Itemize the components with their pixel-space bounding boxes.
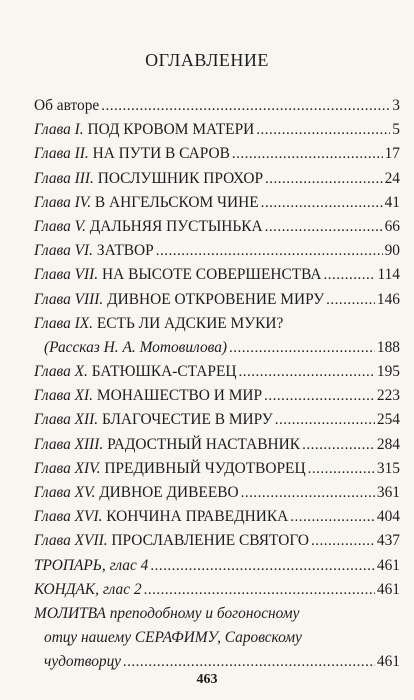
toc-page-number: 188 (376, 338, 400, 356)
toc-page-number: 24 (384, 169, 400, 187)
toc-page-number: 404 (376, 508, 400, 526)
toc-page-number: 195 (376, 363, 400, 381)
dot-leader (241, 481, 375, 505)
chapter-prefix: Глава X. (34, 363, 88, 381)
toc-entry-text: ДИВНОЕ ДИВЕЕВО (99, 484, 239, 501)
toc-entry-text: В АНГЕЛЬСКОМ ЧИНЕ (94, 193, 259, 211)
chapter-prefix: Глава VI. (34, 242, 94, 260)
toc-entry-about-author[interactable] (34, 94, 400, 118)
chapter-prefix: Глава XV. (34, 484, 96, 501)
dot-leader (324, 263, 376, 287)
toc-entry-chapter-10[interactable] (34, 360, 400, 384)
toc-page-number: 361 (376, 484, 400, 501)
toc-entry-troparion[interactable] (34, 554, 400, 578)
toc-entry-chapter-5[interactable] (34, 215, 400, 239)
toc-entry-chapter-2[interactable] (34, 142, 400, 166)
dot-leader (264, 384, 375, 408)
chapter-prefix: Глава XII. (34, 411, 99, 429)
toc-entry-prayer-line-2[interactable] (34, 626, 400, 650)
toc-page-number: 437 (376, 532, 400, 550)
toc-page-number: 17 (384, 145, 400, 163)
dot-leader (275, 408, 375, 432)
toc-entry-chapter-6[interactable] (34, 239, 400, 263)
dot-leader (308, 457, 375, 481)
chapter-prefix: Глава III. (34, 169, 94, 187)
dot-leader (326, 288, 375, 312)
toc-page-number: 114 (377, 266, 400, 284)
table-of-contents (34, 94, 400, 675)
toc-entry-text: БЛАГОЧЕСТИЕ В МИРУ (102, 411, 273, 429)
toc-entry-chapter-4[interactable] (34, 191, 400, 215)
toc-entry-text: Об авторе (34, 97, 100, 114)
toc-page-number: 223 (376, 387, 400, 405)
dot-leader (232, 142, 383, 166)
toc-entry-text: КОНЧИНА ПРАВЕДНИКА (106, 508, 289, 526)
toc-page-number: 254 (376, 411, 400, 429)
toc-entry-text: МОЛИТВА преподобному и богоносному (34, 604, 300, 622)
dot-leader (265, 215, 383, 239)
toc-entry-text: НА ПУТИ В САРОВ (92, 145, 230, 163)
chapter-prefix: Глава IX. (34, 314, 94, 332)
toc-entry-text: ПОД КРОВОМ МАТЕРИ (87, 121, 255, 139)
chapter-prefix: Глава V. (34, 217, 86, 235)
toc-entry-text: РАДОСТНЫЙ НАСТАВНИК (107, 435, 301, 453)
toc-entry-text: чудотворцу (44, 653, 121, 671)
toc-entry-text: ПРОСЛАВЛЕНИЕ СВЯТОГО (111, 532, 309, 550)
toc-entry-text: НА ВЫСОТЕ СОВЕРШЕНСТВА (102, 266, 322, 284)
page-number: 463 (196, 672, 218, 687)
toc-entry-chapter-15[interactable] (34, 481, 400, 505)
chapter-prefix: Глава XI. (34, 387, 94, 405)
toc-page-number: 461 (376, 653, 400, 671)
toc-page-number: 461 (376, 580, 400, 598)
toc-entry-chapter-7[interactable] (34, 263, 400, 287)
toc-entry-chapter-14[interactable] (34, 457, 400, 481)
dot-leader (144, 578, 375, 602)
chapter-prefix: Глава II. (34, 145, 89, 163)
dot-leader (311, 529, 375, 553)
toc-entry-chapter-9[interactable] (34, 312, 400, 336)
chapter-prefix: Глава XIV. (34, 459, 101, 477)
chapter-prefix: Глава IV. (34, 193, 92, 211)
dot-leader (256, 118, 390, 142)
dot-leader (156, 239, 383, 263)
toc-page-number: 90 (384, 242, 400, 260)
dot-leader (302, 433, 375, 457)
toc-page-number: 315 (376, 459, 400, 477)
toc-page-number: 41 (384, 193, 400, 211)
toc-entry-text: ПОСЛУШНИК ПРОХОР (97, 169, 264, 187)
toc-entry-text: ПРЕДИВНЫЙ ЧУДОТВОРЕЦ (104, 459, 306, 477)
toc-entry-chapter-11[interactable] (34, 384, 400, 408)
toc-entry-prayer[interactable] (34, 602, 400, 626)
toc-entry-chapter-3[interactable] (34, 167, 400, 191)
toc-entry-text: КОНДАК, глас 2 (34, 580, 142, 598)
toc-entry-chapter-12[interactable] (34, 408, 400, 432)
toc-entry-text: отцу нашему СЕРАФИМУ, Саровскому (44, 629, 302, 647)
dot-leader (123, 650, 375, 674)
chapter-prefix: Глава I. (34, 121, 84, 139)
toc-entry-chapter-8[interactable] (34, 288, 400, 312)
toc-page-number: 66 (384, 217, 400, 235)
dot-leader (150, 554, 375, 578)
toc-entry-chapter-13[interactable] (34, 433, 400, 457)
toc-entry-text: МОНАШЕСТВО И МИР (96, 387, 263, 405)
dot-leader (239, 360, 375, 384)
chapter-prefix: Глава XVI. (34, 508, 103, 526)
toc-entry-text: ДИВНОЕ ОТКРОВЕНИЕ МИРУ (107, 290, 325, 308)
chapter-prefix: Глава VIII. (34, 290, 104, 308)
toc-entry-text: ДАЛЬНЯЯ ПУСТЫНЬКА (89, 217, 263, 235)
dot-leader (261, 191, 383, 215)
toc-page-number: 284 (376, 435, 400, 453)
toc-entry-chapter-1[interactable] (34, 118, 400, 142)
toc-entry-prayer-line-3[interactable] (34, 650, 400, 674)
toc-page-number: 3 (392, 97, 400, 114)
dot-leader (290, 505, 375, 529)
dot-leader (265, 167, 383, 191)
page-title: ОГЛАВЛЕНИЕ (145, 50, 269, 70)
toc-entry-text: ЗАТВОР (96, 242, 154, 260)
toc-page-number: 461 (376, 556, 400, 574)
toc-entry-text: ТРОПАРЬ, глас 4 (34, 556, 149, 574)
chapter-prefix: Глава XVII. (34, 532, 108, 550)
toc-entry-text: (Рассказ Н. А. Мотовилова) (44, 338, 228, 356)
toc-page-number: 146 (376, 290, 400, 308)
chapter-prefix: Глава VII. (34, 266, 99, 284)
chapter-prefix: Глава XIII. (34, 435, 104, 453)
toc-page-number: 5 (392, 121, 400, 139)
toc-entry-chapter-16[interactable] (34, 505, 400, 529)
toc-entry-chapter-9-subtitle[interactable] (34, 336, 400, 360)
dot-leader (101, 94, 390, 118)
toc-entry-chapter-17[interactable] (34, 529, 400, 553)
toc-entry-kontakion[interactable] (34, 578, 400, 602)
toc-entry-text: ЕСТЬ ЛИ АДСКИЕ МУКИ? (96, 314, 284, 332)
toc-entry-text: БАТЮШКА-СТАРЕЦ (91, 363, 237, 381)
dot-leader (229, 336, 375, 360)
